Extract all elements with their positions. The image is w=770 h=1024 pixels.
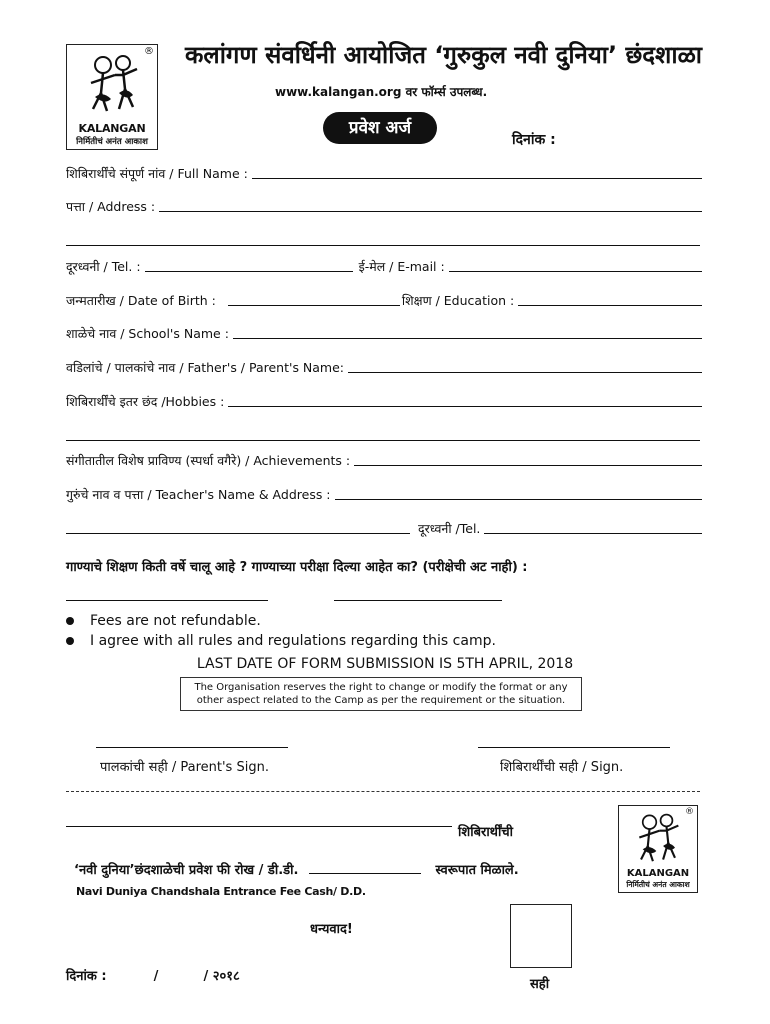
hobbies-line-2[interactable] xyxy=(66,440,700,441)
dancing-kids-icon xyxy=(85,53,141,119)
list-item: I agree with all rules and regulations regarding this camp. xyxy=(66,631,496,651)
education-label: शिक्षण / Education : xyxy=(401,293,515,308)
dob-edu-row xyxy=(66,289,702,309)
receipt-date-label: दिनांक : xyxy=(66,969,107,984)
registered-mark: ® xyxy=(144,46,154,57)
kalangan-logo xyxy=(66,44,158,150)
student-sign-line[interactable] xyxy=(478,747,670,748)
school-field[interactable] xyxy=(66,322,702,342)
receipt-date xyxy=(66,966,240,984)
receipt-sign-label: सही xyxy=(530,977,550,992)
logo-tagline: निर्मितीचं अनंत आकाश xyxy=(76,137,148,147)
music-education-question: गाण्याचे शिक्षण किती वर्षे चालू आहे ? गाण्याच्या परीक्षा दिल्या आहेत का? (परीक्षेची अट नाही) : xyxy=(66,560,528,575)
fee-line-b: स्वरूपात मिळाले. xyxy=(435,863,519,878)
teacher-label: गुरुंचे नाव व पत्ता / Teacher's Name & Address : xyxy=(66,487,331,502)
address-field[interactable] xyxy=(66,195,702,215)
email-field[interactable] xyxy=(449,270,702,272)
exams-answer-line[interactable] xyxy=(334,600,502,601)
email-label: ई-मेल / E-mail : xyxy=(358,259,445,274)
logo-tagline: निर्मितीचं अनंत आकाश xyxy=(626,880,690,889)
receipt-name-line[interactable] xyxy=(66,826,452,827)
form-title-badge: प्रवेश अर्ज xyxy=(323,112,437,144)
full-name-label: शिबिरार्थींचे संपूर्ण नांव / Full Name : xyxy=(66,166,248,181)
contact-row xyxy=(66,255,702,275)
deadline-notice: LAST DATE OF FORM SUBMISSION IS 5TH APRIL, 2018 xyxy=(196,656,574,672)
hobbies-label: शिबिरार्थींचे इतर छंद /Hobbies : xyxy=(66,394,225,409)
logo-name: KALANGAN xyxy=(626,868,690,879)
receipt-from-label: शिबिरार्थींची xyxy=(458,825,513,840)
terms-list xyxy=(66,611,496,651)
school-label: शाळेचे नाव / School's Name : xyxy=(66,326,229,341)
list-item: Fees are not refundable. xyxy=(66,611,496,631)
thanks-text: धन्यवाद! xyxy=(310,922,353,937)
parent-sign-line[interactable] xyxy=(96,747,288,748)
achievements-field[interactable] xyxy=(66,449,702,469)
teacher-address-line[interactable] xyxy=(66,532,410,534)
date-label: दिनांक : xyxy=(512,132,556,148)
logo-name: KALANGAN xyxy=(78,122,146,135)
achievements-label: संगीतातील विशेष प्राविण्य (स्पर्धा वगैरे) / Achievements : xyxy=(66,453,351,468)
date-year: / २०१८ xyxy=(203,969,240,984)
student-sign-label: शिबिरार्थींची सही / Sign. xyxy=(500,760,624,775)
tel-label: दूरध्वनी / Tel. : xyxy=(66,259,141,274)
parent-name-label: वडिलांचे / पालकांचे नाव / Father's / Parent's Name: xyxy=(66,360,345,375)
date-separator: / xyxy=(153,969,159,984)
teacher-tel-row xyxy=(66,517,702,537)
education-field[interactable] xyxy=(518,304,702,306)
dancing-kids-icon xyxy=(633,812,683,868)
receipt-fee-line xyxy=(74,860,519,878)
parent-sign-label: पालकांची सही / Parent's Sign. xyxy=(100,760,269,775)
dob-field[interactable] xyxy=(228,304,400,306)
hobbies-field[interactable] xyxy=(66,390,702,410)
address-label: पत्ता / Address : xyxy=(66,199,156,214)
fee-english: Navi Duniya Chandshala Entrance Fee Cash/ D.D. xyxy=(76,885,366,898)
fee-amount-line[interactable] xyxy=(309,873,421,874)
fee-line-a: ‘नवी दुनिया’छंदशाळेची प्रवेश फी रोख / डी.डी. xyxy=(74,863,299,878)
tel-field[interactable] xyxy=(145,270,353,272)
kalangan-logo-small xyxy=(618,805,698,893)
parent-name-field[interactable] xyxy=(66,356,702,376)
organisation-note: The Organisation reserves the right to change or modify the format or any other aspect related to the Camp as per the requirement or the situation. xyxy=(180,677,582,711)
full-name-field[interactable] xyxy=(66,162,702,182)
address-line-2[interactable] xyxy=(66,245,700,246)
teacher-field[interactable] xyxy=(66,483,702,503)
page-title: कलांगण संवर्धिनी आयोजित ‘गुरुकुल नवी दुनिया’ छंदशाळा xyxy=(185,41,703,69)
registered-mark: ® xyxy=(685,807,694,817)
teacher-tel-label: दूरध्वनी /Tel. xyxy=(418,521,481,536)
website-note: www.kalangan.org वर फॉर्म्स उपलब्ध. xyxy=(275,85,488,99)
dob-label: जन्मतारीख / Date of Birth : xyxy=(66,293,216,308)
teacher-tel-field[interactable] xyxy=(484,532,702,534)
years-answer-line[interactable] xyxy=(66,600,268,601)
cut-line xyxy=(66,791,700,792)
signature-box[interactable] xyxy=(510,904,572,968)
